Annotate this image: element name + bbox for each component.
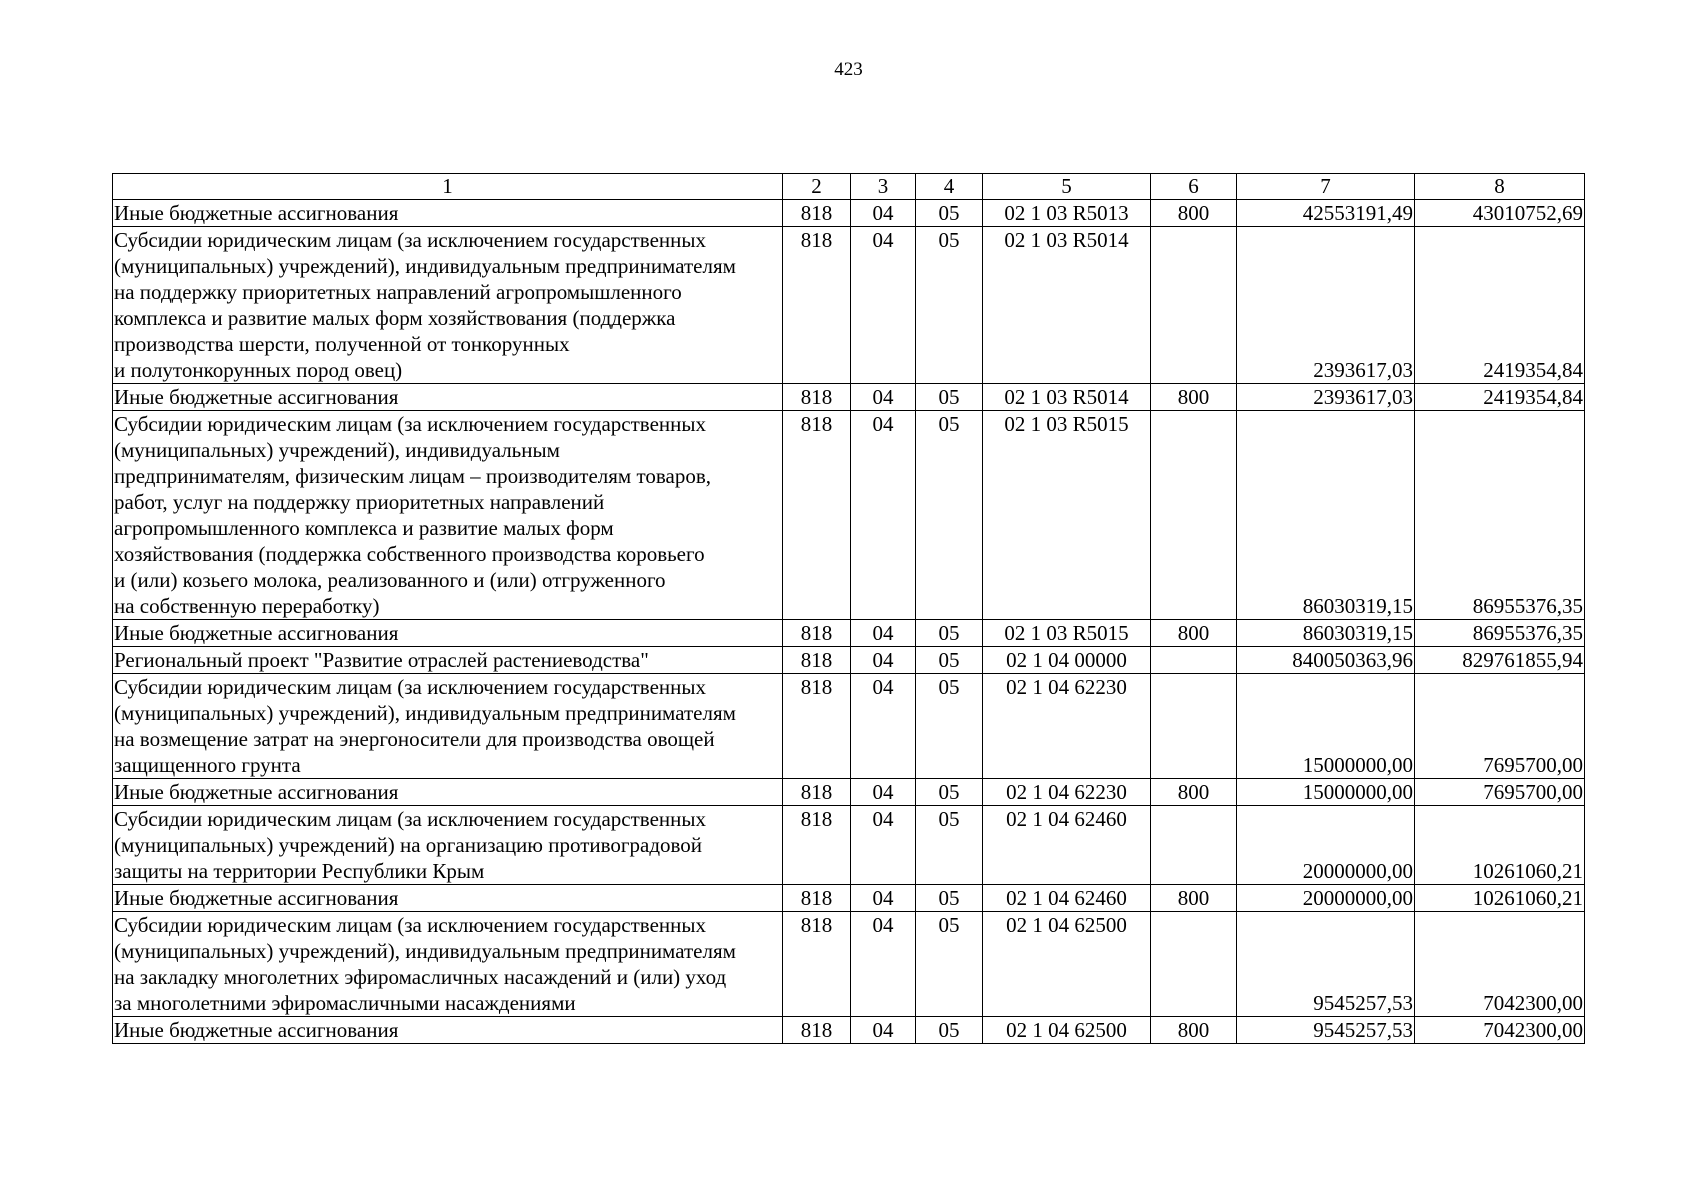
section-code-cell: 04	[851, 674, 916, 779]
expense-type-code-cell	[1151, 411, 1237, 620]
table-row	[113, 411, 1585, 620]
table-row	[113, 779, 1585, 806]
subsection-code-cell: 05	[916, 647, 983, 674]
amount-cell: 42553191,49	[1237, 200, 1415, 227]
amount-cell: 2419354,84	[1415, 384, 1585, 411]
expense-type-code-cell: 800	[1151, 885, 1237, 912]
amount-cell: 9545257,53	[1237, 1017, 1415, 1044]
table-row	[113, 674, 1585, 779]
target-item-code-cell: 02 1 04 62500	[983, 912, 1151, 1017]
expense-name-cell: Иные бюджетные ассигнования	[113, 779, 783, 806]
subsection-code-cell: 05	[916, 200, 983, 227]
subsection-code-cell: 05	[916, 227, 983, 384]
target-item-code-cell: 02 1 03 R5014	[983, 227, 1151, 384]
amount-cell: 2393617,03	[1237, 227, 1415, 384]
amount-cell: 86955376,35	[1415, 620, 1585, 647]
column-header: 1	[113, 174, 783, 200]
table-row	[113, 806, 1585, 885]
ministry-code-cell: 818	[783, 384, 851, 411]
section-code-cell: 04	[851, 885, 916, 912]
expense-type-code-cell: 800	[1151, 620, 1237, 647]
expense-name-cell: Субсидии юридическим лицам (за исключением государственных (муниципальных) учреждений), индивидуальным предпринимателям на возмещение затрат на энергоносители для производства овощей защищенного грунта	[113, 674, 783, 779]
amount-cell: 43010752,69	[1415, 200, 1585, 227]
expense-name-cell: Иные бюджетные ассигнования	[113, 384, 783, 411]
ministry-code-cell: 818	[783, 647, 851, 674]
expense-type-code-cell: 800	[1151, 200, 1237, 227]
table-row	[113, 227, 1585, 384]
target-item-code-cell: 02 1 04 62460	[983, 806, 1151, 885]
table-row	[113, 620, 1585, 647]
page-number: 423	[834, 59, 863, 80]
amount-cell: 7042300,00	[1415, 912, 1585, 1017]
column-header: 3	[851, 174, 916, 200]
expense-type-code-cell	[1151, 227, 1237, 384]
amount-cell: 9545257,53	[1237, 912, 1415, 1017]
amount-cell: 86030319,15	[1237, 620, 1415, 647]
subsection-code-cell: 05	[916, 779, 983, 806]
subsection-code-cell: 05	[916, 384, 983, 411]
section-code-cell: 04	[851, 384, 916, 411]
subsection-code-cell: 05	[916, 912, 983, 1017]
subsection-code-cell: 05	[916, 674, 983, 779]
target-item-code-cell: 02 1 04 62460	[983, 885, 1151, 912]
amount-cell: 10261060,21	[1415, 885, 1585, 912]
expense-type-code-cell	[1151, 674, 1237, 779]
amount-cell: 10261060,21	[1415, 806, 1585, 885]
expense-type-code-cell	[1151, 806, 1237, 885]
expense-type-code-cell	[1151, 912, 1237, 1017]
ministry-code-cell: 818	[783, 227, 851, 384]
subsection-code-cell: 05	[916, 411, 983, 620]
amount-cell: 86030319,15	[1237, 411, 1415, 620]
ministry-code-cell: 818	[783, 1017, 851, 1044]
subsection-code-cell: 05	[916, 885, 983, 912]
budget-table	[112, 173, 1585, 1044]
subsection-code-cell: 05	[916, 806, 983, 885]
amount-cell: 15000000,00	[1237, 779, 1415, 806]
ministry-code-cell: 818	[783, 674, 851, 779]
column-header: 8	[1415, 174, 1585, 200]
target-item-code-cell: 02 1 04 62230	[983, 674, 1151, 779]
section-code-cell: 04	[851, 620, 916, 647]
column-header: 5	[983, 174, 1151, 200]
ministry-code-cell: 818	[783, 885, 851, 912]
table-row	[113, 384, 1585, 411]
section-code-cell: 04	[851, 912, 916, 1017]
amount-cell: 829761855,94	[1415, 647, 1585, 674]
ministry-code-cell: 818	[783, 912, 851, 1017]
expense-type-code-cell: 800	[1151, 384, 1237, 411]
column-header: 7	[1237, 174, 1415, 200]
amount-cell: 7042300,00	[1415, 1017, 1585, 1044]
expense-name-cell: Иные бюджетные ассигнования	[113, 620, 783, 647]
target-item-code-cell: 02 1 03 R5015	[983, 620, 1151, 647]
expense-type-code-cell	[1151, 647, 1237, 674]
table-row	[113, 912, 1585, 1017]
table-row	[113, 1017, 1585, 1044]
section-code-cell: 04	[851, 806, 916, 885]
ministry-code-cell: 818	[783, 620, 851, 647]
expense-name-cell: Субсидии юридическим лицам (за исключением государственных (муниципальных) учреждений), индивидуальным предпринимателям на поддержку приоритетных направлений агропромышленного комплекса и развитие малых форм хозяйствования (поддержка производства шерсти, полученной от тонкорунных и полутонкорунных пород овец)	[113, 227, 783, 384]
amount-cell: 20000000,00	[1237, 806, 1415, 885]
subsection-code-cell: 05	[916, 1017, 983, 1044]
expense-name-cell: Региональный проект "Развитие отраслей растениеводства"	[113, 647, 783, 674]
table-row	[113, 200, 1585, 227]
amount-cell: 7695700,00	[1415, 674, 1585, 779]
target-item-code-cell: 02 1 03 R5015	[983, 411, 1151, 620]
column-header: 6	[1151, 174, 1237, 200]
column-header: 2	[783, 174, 851, 200]
section-code-cell: 04	[851, 200, 916, 227]
target-item-code-cell: 02 1 03 R5013	[983, 200, 1151, 227]
target-item-code-cell: 02 1 03 R5014	[983, 384, 1151, 411]
ministry-code-cell: 818	[783, 806, 851, 885]
expense-name-cell: Субсидии юридическим лицам (за исключением государственных (муниципальных) учреждений) на организацию противоградовой защиты на территории Республики Крым	[113, 806, 783, 885]
amount-cell: 86955376,35	[1415, 411, 1585, 620]
expense-name-cell: Иные бюджетные ассигнования	[113, 885, 783, 912]
expense-name-cell: Иные бюджетные ассигнования	[113, 200, 783, 227]
expense-type-code-cell: 800	[1151, 779, 1237, 806]
target-item-code-cell: 02 1 04 62500	[983, 1017, 1151, 1044]
ministry-code-cell: 818	[783, 411, 851, 620]
table-row	[113, 885, 1585, 912]
amount-cell: 15000000,00	[1237, 674, 1415, 779]
column-header: 4	[916, 174, 983, 200]
expense-type-code-cell: 800	[1151, 1017, 1237, 1044]
section-code-cell: 04	[851, 411, 916, 620]
ministry-code-cell: 818	[783, 200, 851, 227]
amount-cell: 2393617,03	[1237, 384, 1415, 411]
amount-cell: 20000000,00	[1237, 885, 1415, 912]
target-item-code-cell: 02 1 04 00000	[983, 647, 1151, 674]
table-header-row	[113, 174, 1585, 200]
section-code-cell: 04	[851, 647, 916, 674]
section-code-cell: 04	[851, 1017, 916, 1044]
subsection-code-cell: 05	[916, 620, 983, 647]
amount-cell: 2419354,84	[1415, 227, 1585, 384]
expense-name-cell: Субсидии юридическим лицам (за исключением государственных (муниципальных) учреждений), индивидуальным предпринимателям на закладку многолетних эфиромасличных насаждений и (или) уход за многолетними эфиромасличными насаждениями	[113, 912, 783, 1017]
table-row	[113, 647, 1585, 674]
expense-name-cell: Иные бюджетные ассигнования	[113, 1017, 783, 1044]
ministry-code-cell: 818	[783, 779, 851, 806]
expense-name-cell: Субсидии юридическим лицам (за исключением государственных (муниципальных) учреждений), индивидуальным предпринимателям, физическим лицам – производителям товаров, работ, услуг на поддержку приоритетных направлений агропромышленного комплекса и развитие малых форм хозяйствования (поддержка собственного производства коровьего и (или) козьего молока, реализованного и (или) отгруженного на собственную переработку)	[113, 411, 783, 620]
amount-cell: 7695700,00	[1415, 779, 1585, 806]
amount-cell: 840050363,96	[1237, 647, 1415, 674]
section-code-cell: 04	[851, 227, 916, 384]
section-code-cell: 04	[851, 779, 916, 806]
target-item-code-cell: 02 1 04 62230	[983, 779, 1151, 806]
